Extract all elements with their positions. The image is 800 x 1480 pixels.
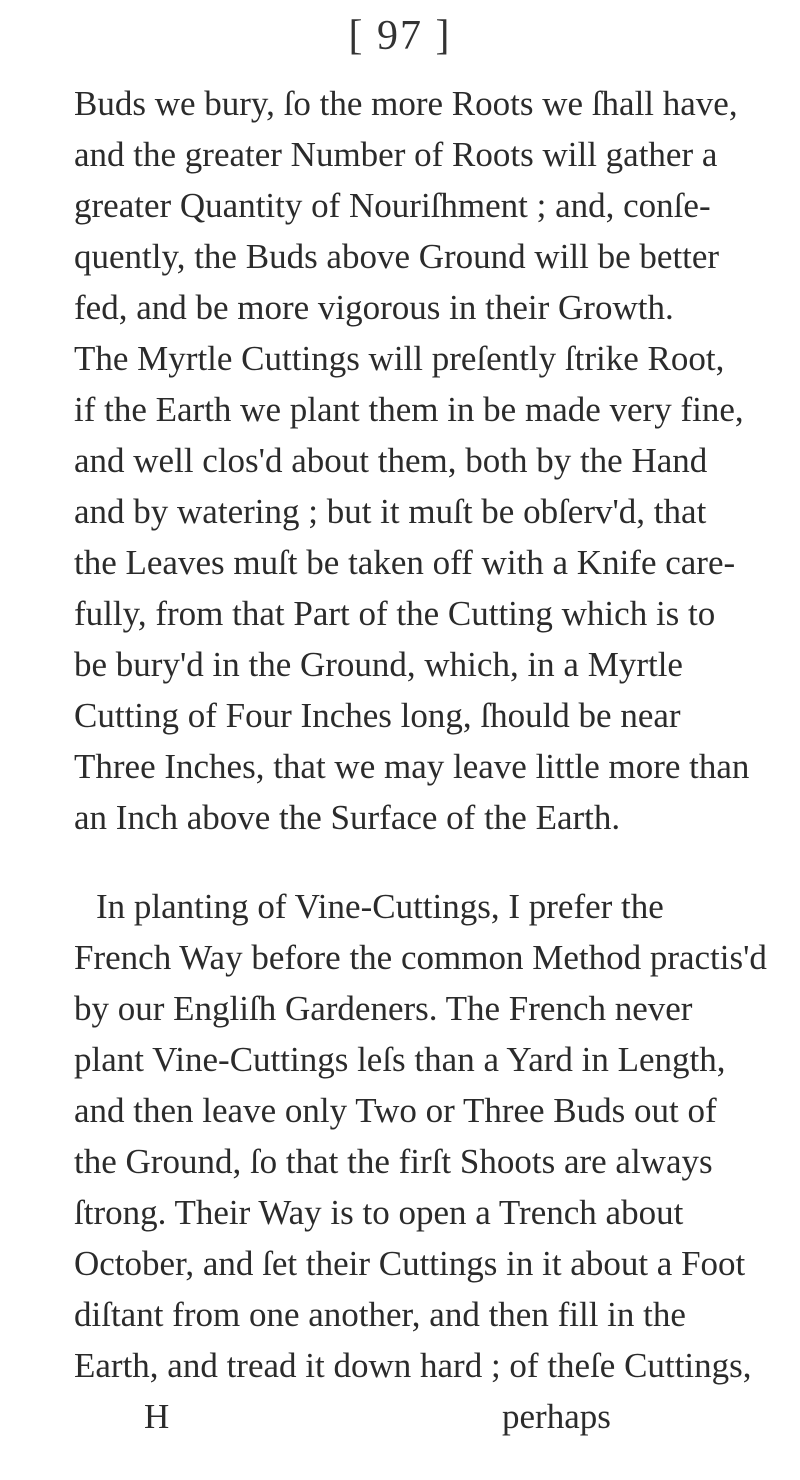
- text-line: and then leave only Two or Three Buds out of: [74, 1091, 717, 1130]
- signature-mark: H: [144, 1397, 170, 1436]
- text-line: plant Vine-Cuttings leſs than a Yard in Length,: [74, 1040, 726, 1079]
- text-line: an Inch above the Surface of the Earth.: [74, 798, 621, 837]
- text-line: and by watering ; but it muſt be obſerv'd, that: [74, 492, 707, 531]
- catchword: perhaps: [502, 1397, 611, 1436]
- text-line: Earth, and tread it down hard ; of theſe Cuttings,: [74, 1346, 752, 1385]
- page-footer: [74, 1395, 611, 1439]
- text-line: French Way before the common Method practis'd: [74, 938, 767, 977]
- text-line: the Leaves muſt be taken off with a Knife care-: [74, 543, 736, 582]
- text-line: October, and ſet their Cuttings in it about a Foot: [74, 1244, 746, 1283]
- page-number: [ 97 ]: [348, 13, 452, 59]
- text-line: quently, the Buds above Ground will be better: [74, 237, 720, 276]
- text-line: and well clos'd about them, both by the Hand: [74, 441, 708, 480]
- text-line: fed, and be more vigorous in their Growth.: [74, 288, 674, 327]
- text-line: be bury'd in the Ground, which, in a Myrtle: [74, 645, 683, 684]
- text-line: if the Earth we plant them in be made very fine,: [74, 390, 744, 429]
- text-line: fully, from that Part of the Cutting which is to: [74, 594, 716, 633]
- text-line: diſtant from one another, and then fill in the: [74, 1295, 686, 1334]
- text-line: greater Quantity of Nouriſhment ; and, conſe-: [74, 186, 711, 225]
- text-line: Cutting of Four Inches long, ſhould be near: [74, 696, 681, 735]
- text-line: In planting of Vine-Cuttings, I prefer the: [96, 887, 664, 926]
- text-line: Buds we bury, ſo the more Roots we ſhall have,: [74, 84, 738, 123]
- text-line: Three Inches, that we may leave little more than: [74, 747, 750, 786]
- text-line: by our Engliſh Gardeners. The French never: [74, 989, 693, 1028]
- text-line: The Myrtle Cuttings will preſently ſtrike Root,: [74, 339, 725, 378]
- text-line: ſtrong. Their Way is to open a Trench about: [74, 1193, 684, 1232]
- text-line: the Ground, ſo that the firſt Shoots are always: [74, 1142, 713, 1181]
- text-line: and the greater Number of Roots will gather a: [74, 135, 718, 174]
